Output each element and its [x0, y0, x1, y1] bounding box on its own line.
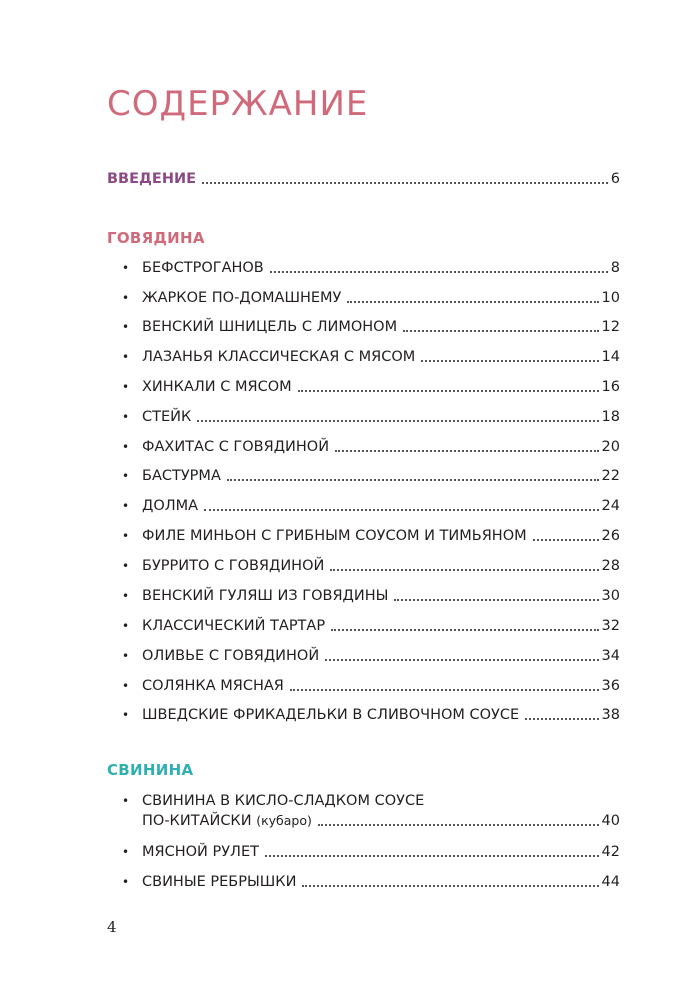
toc-entry-label: ШВЕДСКИЕ ФРИКАДЕЛЬКИ В СЛИВОЧНОМ СОУСЕ [142, 707, 520, 723]
toc-entry-intro[interactable] [107, 170, 620, 188]
toc-entry[interactable] [122, 497, 620, 515]
toc-entry-label: БЕФСТРОГАНОВ [142, 260, 264, 276]
bullet: • [122, 529, 130, 543]
toc-entry-label: ОЛИВЬЕ С ГОВЯДИНОЙ [142, 648, 320, 664]
bullet: • [122, 794, 130, 808]
dot-leader [331, 628, 598, 631]
toc-entry-page: 16 [601, 379, 620, 395]
toc-entry-label-line2: ПО-КИТАЙСКИ [142, 813, 252, 829]
toc-entry-label: СВИНИНА В КИСЛО-СЛАДКОМ СОУСЕ [142, 793, 425, 809]
toc-entry[interactable] [122, 843, 620, 861]
toc-entry[interactable] [122, 587, 620, 605]
toc-entry-label: ЖАРКОЕ ПО-ДОМАШНЕМУ [142, 290, 342, 306]
toc-entry-page: 18 [601, 409, 620, 425]
toc-entry[interactable] [122, 259, 620, 277]
toc-entry-page: 24 [601, 498, 620, 514]
toc-entry-label: ВЕНСКИЙ ШНИЦЕЛЬ С ЛИМОНОМ [142, 319, 398, 335]
toc-entry-label: ФИЛЕ МИНЬОН С ГРИБНЫМ СОУСОМ И ТИМЬЯНОМ [142, 528, 527, 544]
dot-leader [330, 568, 598, 571]
toc-entry-label: СТЕЙК [142, 409, 192, 425]
bullet: • [122, 410, 130, 424]
bullet: • [122, 708, 130, 722]
toc-entry[interactable] [122, 617, 620, 635]
toc-entry-line1[interactable] [122, 792, 620, 810]
bullet: • [122, 440, 130, 454]
dot-leader [204, 508, 598, 511]
section-heading-pork: СВИНИНА [107, 761, 194, 779]
bullet: • [122, 261, 130, 275]
toc-entry-page: 44 [601, 874, 620, 890]
dot-leader [227, 478, 599, 481]
toc-entry-page: 40 [601, 813, 620, 829]
toc-entry[interactable] [122, 647, 620, 665]
dot-leader [533, 538, 599, 541]
bullet: • [122, 350, 130, 364]
toc-entry[interactable] [122, 348, 620, 366]
toc-entry-page: 12 [601, 319, 620, 335]
toc-entry-page: 6 [610, 171, 620, 187]
dot-leader [202, 181, 608, 184]
toc-entry[interactable] [122, 318, 620, 336]
bullet: • [122, 320, 130, 334]
toc-entry-label: ФАХИТАС С ГОВЯДИНОЙ [142, 439, 330, 455]
dot-leader [325, 658, 598, 661]
bullet: • [122, 559, 130, 573]
page-title: СОДЕРЖАНИЕ [107, 84, 369, 124]
bullet: • [122, 499, 130, 513]
toc-entry[interactable] [122, 467, 620, 485]
toc-entry[interactable] [122, 378, 620, 396]
bullet: • [122, 679, 130, 693]
page-number: 4 [107, 918, 117, 936]
toc-entry[interactable] [122, 557, 620, 575]
dot-leader [347, 300, 598, 303]
toc-entry-page: 34 [601, 648, 620, 664]
bullet: • [122, 619, 130, 633]
toc-entry[interactable] [122, 408, 620, 426]
dot-leader [270, 270, 608, 273]
toc-entry-label-continued [142, 812, 312, 830]
toc-entry-page: 42 [601, 844, 620, 860]
toc-entry-label: МЯСНОЙ РУЛЕТ [142, 844, 259, 860]
dot-leader [394, 598, 598, 601]
dot-leader [318, 823, 599, 826]
toc-entry[interactable] [122, 527, 620, 545]
toc-entry-label: ДОЛМА [142, 498, 199, 514]
bullet: • [122, 589, 130, 603]
toc-entry-label: КЛАССИЧЕСКИЙ ТАРТАР [142, 618, 326, 634]
dot-leader [298, 389, 599, 392]
toc-entry[interactable] [122, 438, 620, 456]
toc-entry-page: 14 [601, 349, 620, 365]
dot-leader [265, 854, 599, 857]
bullet: • [122, 291, 130, 305]
bullet: • [122, 845, 130, 859]
toc-entry-label: БАСТУРМА [142, 468, 221, 484]
toc-entry[interactable] [122, 289, 620, 307]
toc-entry-page: 26 [601, 528, 620, 544]
toc-entry[interactable] [122, 677, 620, 695]
bullet: • [122, 469, 130, 483]
dot-leader [290, 688, 599, 691]
toc-entry-page: 30 [601, 588, 620, 604]
toc-entry-page: 36 [601, 678, 620, 694]
toc-entry-page: 28 [601, 558, 620, 574]
dot-leader [302, 884, 598, 887]
toc-entry-label: ВВЕДЕНИЕ [107, 171, 197, 187]
dot-leader [525, 717, 598, 720]
toc-entry-page: 32 [601, 618, 620, 634]
toc-entry-label: ХИНКАЛИ С МЯСОМ [142, 379, 292, 395]
toc-entry-line2[interactable] [122, 812, 620, 830]
toc-entry-label: БУРРИТО С ГОВЯДИНОЙ [142, 558, 325, 574]
dot-leader [335, 449, 599, 452]
toc-entry-note: (кубаро) [256, 813, 312, 828]
toc-entry-label: СОЛЯНКА МЯСНАЯ [142, 678, 284, 694]
toc-entry-page: 22 [601, 468, 620, 484]
toc-entry-page: 38 [601, 707, 620, 723]
toc-entry-label: СВИНЫЕ РЕБРЫШКИ [142, 874, 297, 890]
dot-leader [403, 329, 598, 332]
toc-entry-label: ВЕНСКИЙ ГУЛЯШ ИЗ ГОВЯДИНЫ [142, 588, 389, 604]
bullet: • [122, 875, 130, 889]
dot-leader [197, 419, 598, 422]
bullet: • [122, 649, 130, 663]
section-heading-beef: ГОВЯДИНА [107, 229, 205, 247]
toc-entry-page: 20 [601, 439, 620, 455]
toc-entry-page: 8 [610, 260, 620, 276]
toc-entry[interactable] [122, 873, 620, 891]
bullet: • [122, 380, 130, 394]
dot-leader [421, 359, 598, 362]
toc-entry[interactable] [122, 706, 620, 724]
toc-entry-page: 10 [601, 290, 620, 306]
toc-entry-label: ЛАЗАНЬЯ КЛАССИЧЕСКАЯ С МЯСОМ [142, 349, 416, 365]
